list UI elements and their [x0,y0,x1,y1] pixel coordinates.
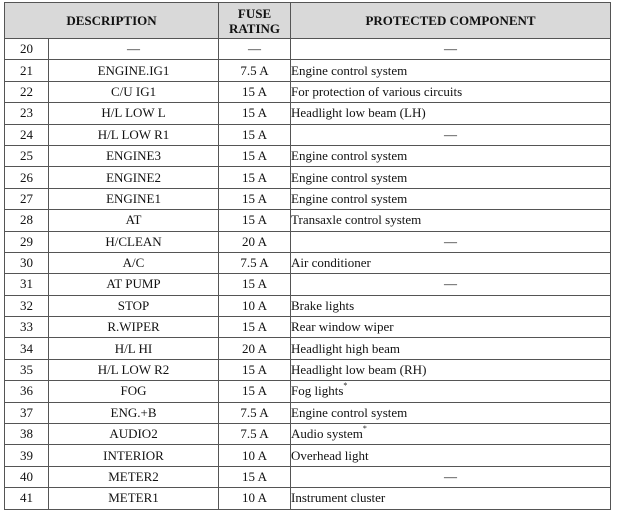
fuse-rating-cell: 7.5 A [219,252,291,273]
table-row [5,167,611,188]
protected-component-cell [291,338,611,359]
fuse-number-cell: 23 [5,103,49,124]
fuse-rating-cell: 15 A [219,167,291,188]
fuse-number-cell: 31 [5,274,49,295]
table-row [5,145,611,166]
table-row [5,252,611,273]
description-cell: H/L LOW R2 [49,359,219,380]
fuse-rating-cell: 15 A [219,359,291,380]
fuse-rating-cell: 15 A [219,124,291,145]
fuse-number-cell: 26 [5,167,49,188]
protected-component-text: Overhead light [291,447,369,463]
table-row [5,124,611,145]
footnote-marker: * [343,381,348,391]
description-cell: INTERIOR [49,445,219,466]
fuse-number-cell: 40 [5,466,49,487]
fuse-number-cell: 37 [5,402,49,423]
table-row [5,317,611,338]
table-body [5,39,611,510]
protected-component-text: Instrument cluster [291,490,386,506]
header-fuse-rating-line1: FUSE [237,5,272,21]
protected-component-cell [291,103,611,124]
protected-component-cell [291,359,611,380]
description-cell: FOG [49,381,219,402]
fuse-rating-cell: 7.5 A [219,402,291,423]
description-cell: R.WIPER [49,317,219,338]
protected-component-cell [291,167,611,188]
description-cell: AT [49,210,219,231]
header-fuse-rating-line2: RATING [228,20,281,36]
description-cell: H/L LOW L [49,103,219,124]
protected-component-cell [291,424,611,445]
table-row [5,39,611,60]
protected-component-text: — [444,233,458,249]
description-cell: — [49,39,219,60]
protected-component-cell [291,317,611,338]
fuse-rating-cell: 15 A [219,274,291,295]
protected-component-text: Headlight low beam (RH) [291,362,427,378]
protected-component-text: Headlight low beam (LH) [291,105,426,121]
fuse-number-cell: 38 [5,424,49,445]
fuse-number-cell: 22 [5,81,49,102]
protected-component-text: Audio system [291,426,363,442]
protected-component-text: Engine control system [291,148,408,164]
header-fuse-rating [219,3,291,39]
fuse-rating-cell: 20 A [219,231,291,252]
description-cell: METER1 [49,488,219,509]
protected-component-text: Transaxle control system [291,212,422,228]
fuse-number-cell: 39 [5,445,49,466]
description-cell: AT PUMP [49,274,219,295]
table-row [5,210,611,231]
protected-component-text: Fog lights [291,383,344,399]
protected-component-cell [291,445,611,466]
table-row [5,359,611,380]
fuse-rating-cell: 15 A [219,466,291,487]
fuse-rating-cell: 7.5 A [219,60,291,81]
description-cell: ENGINE.IG1 [49,60,219,81]
table-row [5,402,611,423]
protected-component-text: Brake lights [291,297,355,313]
protected-component-cell [291,39,611,60]
fuse-rating-cell: 20 A [219,338,291,359]
protected-component-cell [291,188,611,209]
table-header [5,3,611,39]
fuse-number-cell: 30 [5,252,49,273]
protected-component-text: — [444,469,458,484]
table-row [5,295,611,316]
fuse-number-cell: 32 [5,295,49,316]
table-row [5,466,611,487]
protected-component-cell [291,210,611,231]
protected-component-cell [291,295,611,316]
fuse-rating-cell: 15 A [219,317,291,338]
protected-component-text: For protection of various circuits [291,83,463,99]
header-row [5,3,611,39]
table-row [5,60,611,81]
protected-component-text: Engine control system [291,62,408,78]
protected-component-cell [291,231,611,252]
protected-component-cell [291,145,611,166]
fuse-number-cell: 21 [5,60,49,81]
table-row [5,81,611,102]
fuse-rating-cell: 10 A [219,488,291,509]
protected-component-cell [291,81,611,102]
protected-component-text: Air conditioner [291,255,371,271]
fuse-number-cell: 29 [5,231,49,252]
header-description: DESCRIPTION [5,3,219,39]
protected-component-cell [291,274,611,295]
table-row [5,424,611,445]
description-cell: ENGINE2 [49,167,219,188]
fuse-rating-cell: 10 A [219,295,291,316]
protected-component-text: — [444,41,458,57]
description-cell: ENGINE3 [49,145,219,166]
protected-component-text: Headlight high beam [291,340,401,356]
description-cell: ENGINE1 [49,188,219,209]
fuse-rating-cell: 15 A [219,81,291,102]
table-row [5,188,611,209]
table-row [5,488,611,509]
fuse-rating-cell: 15 A [219,381,291,402]
fuse-rating-cell: 15 A [219,210,291,231]
table-row [5,231,611,252]
protected-component-text: Engine control system [291,404,408,420]
fuse-rating-cell: 10 A [219,445,291,466]
footnote-marker: * [362,424,367,434]
description-cell: H/CLEAN [49,231,219,252]
fuse-number-cell: 41 [5,488,49,509]
fuse-rating-cell: 7.5 A [219,424,291,445]
table-row [5,274,611,295]
description-cell: C/U IG1 [49,81,219,102]
fuse-number-cell: 25 [5,145,49,166]
description-cell: A/C [49,252,219,273]
fuse-table [4,2,611,510]
protected-component-cell [291,402,611,423]
protected-component-cell [291,488,611,509]
fuse-number-cell: 28 [5,210,49,231]
fuse-rating-cell: — [219,39,291,60]
description-cell: AUDIO2 [49,424,219,445]
description-cell: METER2 [49,466,219,487]
description-cell: STOP [49,295,219,316]
protected-component-text: Engine control system [291,169,408,185]
table-row [5,381,611,402]
fuse-rating-cell: 15 A [219,145,291,166]
fuse-number-cell: 24 [5,124,49,145]
protected-component-text: — [444,126,458,142]
fuse-number-cell: 34 [5,338,49,359]
protected-component-cell [291,124,611,145]
protected-component-text: — [444,276,458,292]
fuse-number-cell: 33 [5,317,49,338]
table-row [5,445,611,466]
table-row [5,103,611,124]
header-protected-component: PROTECTED COMPONENT [291,3,611,39]
protected-component-cell [291,60,611,81]
description-cell: H/L HI [49,338,219,359]
fuse-number-cell: 20 [5,39,49,60]
protected-component-cell [291,381,611,402]
protected-component-cell [291,252,611,273]
protected-component-text: Engine control system [291,190,408,206]
fuse-number-cell: 35 [5,359,49,380]
protected-component-text: Rear window wiper [291,319,394,335]
table-row [5,338,611,359]
description-cell: H/L LOW R1 [49,124,219,145]
fuse-number-cell: 27 [5,188,49,209]
fuse-rating-cell: 15 A [219,188,291,209]
description-cell: ENG.+B [49,402,219,423]
protected-component-cell [291,466,611,487]
fuse-rating-cell: 15 A [219,103,291,124]
fuse-number-cell: 36 [5,381,49,402]
